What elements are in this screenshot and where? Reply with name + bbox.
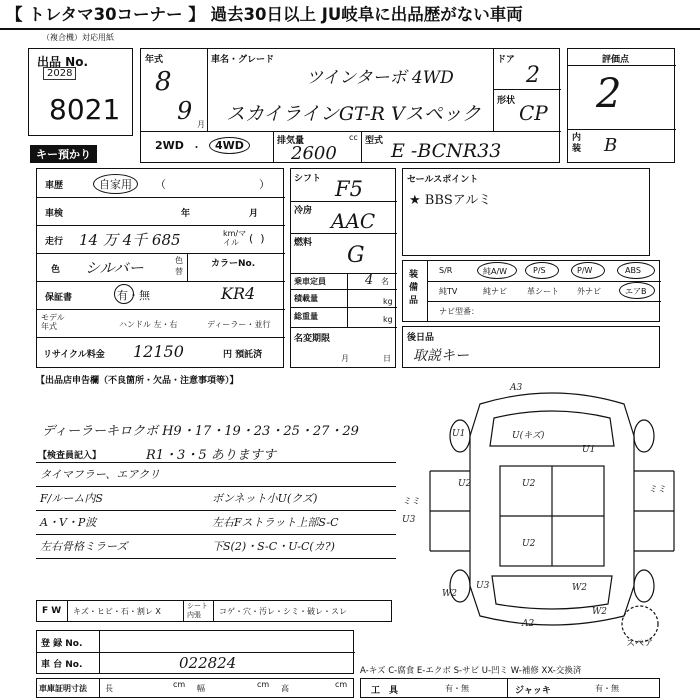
name-change-day: 日: [383, 354, 391, 363]
name-line1: ツインターボ 4WD: [306, 68, 454, 88]
warranty-code: KR4: [221, 284, 256, 303]
note-right-2: 左右Fストラット上部S-C: [212, 516, 339, 529]
score-label: 評価点: [602, 55, 630, 65]
eq-airbag-circle: [619, 282, 655, 299]
eq-ps: P/S: [533, 266, 546, 275]
warranty-circle: [114, 284, 134, 304]
mid-box: [290, 168, 396, 368]
lot-number: 8021: [49, 93, 121, 126]
warranty-value: 有・無: [117, 289, 150, 302]
form-subline: （複合機）対応用紙: [42, 33, 114, 42]
eq-leather: 革シート: [527, 287, 559, 296]
note-left-1: タイマフラー、エアクリ: [40, 468, 161, 481]
equipment-box: [402, 260, 660, 322]
color-no-label: カラーNo.: [211, 259, 256, 269]
interior-value: B: [604, 135, 618, 156]
body-value: CP: [519, 101, 548, 125]
equipment-label: 装備品: [409, 270, 419, 306]
fw-seat-box: [36, 600, 392, 622]
spare-label: スペア: [626, 639, 654, 646]
note-left-2: F/ルーム内S: [40, 492, 103, 505]
model-value: E -BCNR33: [391, 140, 502, 162]
length-unit: cm: [173, 680, 186, 689]
fw-text: キズ・ヒビ・石・割レ X: [73, 607, 161, 616]
year-label: 年式: [145, 55, 164, 65]
score-value: 2: [596, 71, 622, 117]
shift-label: シフト: [294, 174, 322, 184]
doors-label: ドア: [497, 55, 515, 65]
seat-text: コゲ・穴・汚レ・シミ・破レ・スレ: [219, 607, 347, 616]
eq-pw-circle: [571, 262, 605, 279]
lot-label: 出品 No.: [37, 55, 89, 69]
sales-label: セールスポイント: [407, 175, 479, 185]
capacity-value: 4: [365, 273, 374, 288]
warranty-label: 保証書: [45, 293, 73, 303]
height-label: 高: [281, 684, 289, 693]
after-value: 取説キー: [413, 348, 469, 364]
note-left-4: 左右骨格ミラーズ: [40, 540, 128, 553]
inspection-label: 車検: [45, 209, 64, 219]
fw-label: F W: [42, 606, 62, 616]
mark-w2-rear: W2: [572, 583, 587, 593]
shift-value: F5: [335, 177, 363, 201]
color-change-label: 色替: [175, 256, 183, 276]
model-year-label: モデル年式: [41, 313, 65, 331]
jack-value: 有・無: [595, 684, 619, 693]
mark-w2-right: W2: [592, 607, 607, 617]
mark-u1-front: U1: [452, 429, 466, 439]
eq-aw: 純A/W: [483, 267, 508, 276]
recycle-unit: 円 預託済: [223, 350, 263, 360]
mark-mimi-right: ミミ: [648, 485, 667, 495]
eq-aw-circle: [477, 262, 517, 279]
chassis-value: 022824: [179, 654, 237, 672]
vehicle-box: 年式 8 9 月 車名・グレード ツインターボ 4WD スカイラインGT-R Vスペック ドア 2 形状 CP 2WD ・ 4WD 排気量 cc 2600 型式 E -BCNR33: [140, 48, 560, 163]
mark-u2-center: U2: [522, 479, 536, 489]
tools-jack-box: [360, 678, 660, 698]
lot-sub: 2028: [43, 67, 76, 80]
mark-a3: A3: [510, 383, 523, 393]
garage-size-label: 車庫証明寸法: [39, 684, 87, 693]
eq-tv: 純TV: [439, 287, 458, 296]
displacement-unit: cc: [349, 133, 358, 142]
inspector-note: R1・3・5 ありますす: [146, 448, 276, 463]
body-label: 形状: [497, 96, 516, 106]
mark-u1-right: U1: [582, 445, 596, 455]
mark-u3-rear: U3: [476, 581, 490, 591]
color-label: 色: [51, 265, 61, 275]
jack-label: ジャッキ: [515, 686, 551, 696]
history-value: 自家用: [93, 174, 138, 194]
doors-value: 2: [526, 63, 540, 88]
banner-title: 【 トレタマ30コーナー 】 過去30日以上 JU岐阜に出品歴がない車両: [0, 0, 700, 30]
reg-box: [36, 630, 354, 674]
inspection-year-unit: 年: [181, 209, 191, 219]
weight-unit: kg: [383, 315, 393, 324]
garage-size-box: [36, 678, 354, 698]
mark-u-kizu: U(キズ): [512, 431, 545, 441]
eq-abs: ABS: [625, 266, 641, 275]
drive-4wd: 4WD: [209, 137, 250, 154]
capacity-label: 乗車定員: [294, 277, 326, 286]
month-unit: 月: [197, 120, 205, 129]
notes-header: 【出品店申告欄（不良箇所・欠品・注意事項等）】: [36, 376, 239, 386]
fuel-label: 燃料: [294, 238, 313, 248]
ac-value: AAC: [331, 209, 376, 233]
ac-label: 冷房: [294, 206, 313, 216]
mark-w2-left: W2: [442, 589, 457, 599]
after-label: 後日品: [407, 333, 435, 343]
mark-mimi-left: ミミ: [402, 497, 421, 507]
width-label: 幅: [197, 684, 205, 693]
inspection-month-unit: 月: [249, 209, 259, 219]
eq-ext-navi: 外ナビ: [577, 287, 601, 296]
note-right-3: 下S(2)・S-C・U-C(カ?): [212, 540, 335, 553]
displacement-value: 2600: [291, 143, 337, 164]
eq-airbag: エアB: [625, 287, 647, 296]
mileage-unit: km/マイル: [223, 229, 247, 247]
eq-navi: 純ナビ: [483, 287, 507, 296]
mark-u2-left: U2: [458, 479, 472, 489]
car-damage-diagram: [402, 376, 692, 646]
recycle-value: 12150: [133, 342, 184, 361]
load-unit: kg: [383, 297, 393, 306]
history-label: 車歴: [45, 181, 64, 191]
sales-text: ★ BBSアルミ: [409, 193, 492, 208]
drive-2wd: 2WD: [155, 139, 184, 152]
name-label: 車名・グレード: [211, 55, 275, 65]
name-change-label: 名変期限: [294, 334, 331, 344]
recycle-label: リサイクル料金: [43, 350, 105, 360]
weight-label: 総重量: [294, 312, 318, 321]
after-box: [402, 326, 660, 368]
mark-a2: A2: [522, 619, 535, 629]
eq-sr: S/R: [439, 266, 453, 275]
dealer-record: ディーラーキロクボ H9・17・19・23・25・27・29: [42, 424, 359, 439]
tools-label: 工 具: [371, 686, 399, 696]
chassis-label: 車 台 No.: [41, 660, 83, 670]
tools-value: 有・無: [445, 684, 469, 693]
inspector-label: 【検査員記入】: [38, 451, 102, 461]
mark-u2-rear: U2: [522, 539, 536, 549]
key-deposit-label: キー預かり: [30, 145, 97, 163]
name-change-month: 月: [341, 354, 349, 363]
month-value: 9: [177, 97, 193, 125]
displacement-label: 排気量: [277, 136, 305, 146]
eq-ps-circle: [525, 262, 559, 279]
score-box: [567, 48, 675, 163]
mileage-value: 14 万 4千 685: [79, 231, 181, 249]
eq-navi-model: ナビ型番：: [439, 307, 479, 316]
eq-abs-circle: [617, 262, 655, 279]
model-label: 型式: [365, 136, 384, 146]
interior-label: 内装: [572, 133, 582, 154]
fuel-value: G: [347, 243, 365, 268]
damage-legend: A-キズ C-腐食 E-エクボ S-サビ U-凹ミ W-補修 XX-交換済: [360, 666, 582, 676]
name-line2: スカイラインGT-R Vスペック: [226, 103, 481, 125]
color-value: シルバー: [85, 259, 144, 277]
details-box: 車歴 自家用 （ ） 車検 年 月 走行 14 万 4千 685 km/マイル ( ) 色 シルバー 色替 カラーNo. 保証書 有・無 KR4 モデル年式 ハンドル 左・右 ディーラー・並行 リサイクル料金 12150 円 預託済: [36, 168, 284, 368]
mileage-label: 走行: [45, 237, 64, 247]
reg-label: 登 録 No.: [41, 639, 83, 649]
eq-pw: P/W: [577, 266, 593, 275]
note-right-1: ボンネット小U(クズ): [212, 492, 318, 505]
load-label: 積載量: [294, 294, 318, 303]
length-label: 長: [105, 684, 113, 693]
lot-number-box: [28, 48, 133, 136]
mark-u3-left: U3: [402, 515, 416, 525]
width-unit: cm: [257, 680, 270, 689]
capacity-unit: 名: [381, 277, 389, 286]
sales-box: [402, 168, 650, 256]
year-value: 8: [155, 67, 172, 97]
handle-label: ハンドル 左・右: [119, 320, 178, 329]
dealer-label: ディーラー・並行: [207, 320, 271, 329]
seat-label: シート 内張: [187, 602, 208, 619]
height-unit: cm: [335, 680, 348, 689]
note-left-3: A・V・P波: [40, 516, 97, 529]
